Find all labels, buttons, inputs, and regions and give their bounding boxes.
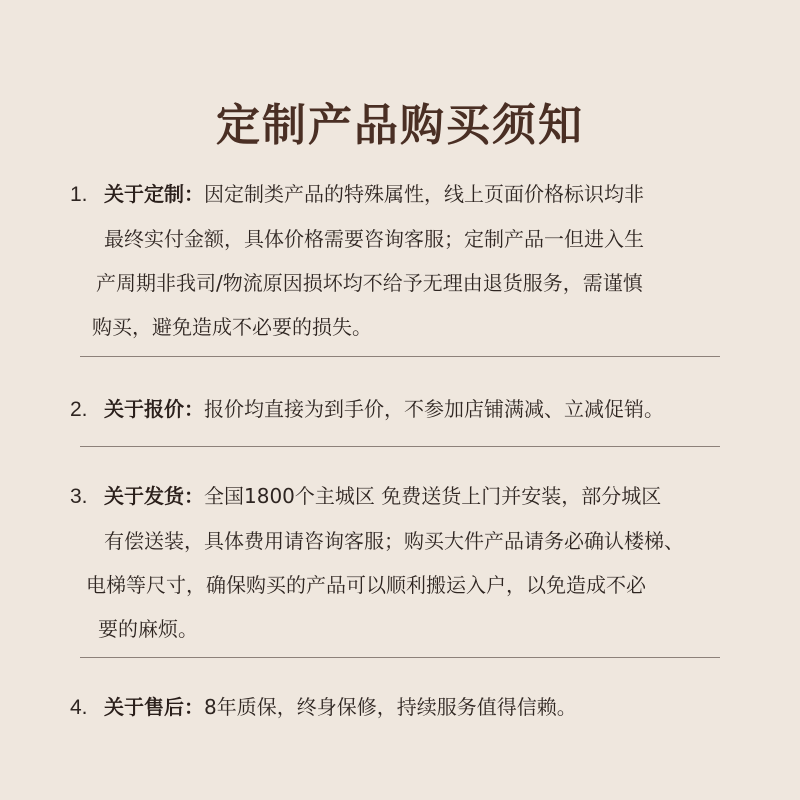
item-text-line: 购买，避免造成不必要的损失。 xyxy=(92,315,372,339)
item-text-line: 最终实付金额，具体价格需要咨询客服；定制产品一但进入生 xyxy=(104,227,644,251)
item-head xyxy=(70,172,740,217)
notice-item-shipping xyxy=(70,474,740,651)
item-number: 3. xyxy=(70,485,88,508)
item-first-line: 全国1800个主城区 免费送货上门并安装，部分城区 xyxy=(204,484,662,508)
item-label: 关于售后 xyxy=(104,695,184,719)
notice-item-customization xyxy=(70,172,740,349)
item-head xyxy=(70,387,740,432)
notice-item-pricing xyxy=(70,387,740,432)
item-colon: ： xyxy=(184,695,204,719)
item-head xyxy=(70,474,740,519)
item-number: 1. xyxy=(70,183,88,206)
item-number: 2. xyxy=(70,398,88,421)
item-colon: ： xyxy=(184,182,204,206)
item-text-line: 电梯等尺寸，确保购买的产品可以顺利搬运入户，以免造成不必 xyxy=(86,573,646,597)
item-label: 关于发货 xyxy=(104,484,184,508)
item-text-line: 产周期非我司/物流原因损坏均不给予无理由退货服务，需谨慎 xyxy=(96,271,643,295)
item-colon: ： xyxy=(184,397,204,421)
item-label: 关于定制 xyxy=(104,182,184,206)
item-first-line: 报价均直接为到手价，不参加店铺满减、立减促销。 xyxy=(204,397,664,421)
page-title: 定制产品购买须知 xyxy=(216,100,584,151)
item-first-line: 8年质保，终身保修，持续服务值得信赖。 xyxy=(204,695,577,719)
divider xyxy=(80,356,720,357)
item-colon: ： xyxy=(184,484,204,508)
notice-item-after-sales xyxy=(70,685,740,730)
item-first-line: 因定制类产品的特殊属性，线上页面价格标识均非 xyxy=(204,182,644,206)
item-text-line: 有偿送装，具体费用请咨询客服；购买大件产品请务必确认楼梯、 xyxy=(104,529,684,553)
item-number: 4. xyxy=(70,696,88,719)
item-text-line: 要的麻烦。 xyxy=(98,617,198,641)
divider xyxy=(80,657,720,658)
item-head xyxy=(70,685,740,730)
divider xyxy=(80,446,720,447)
item-label: 关于报价 xyxy=(104,397,184,421)
